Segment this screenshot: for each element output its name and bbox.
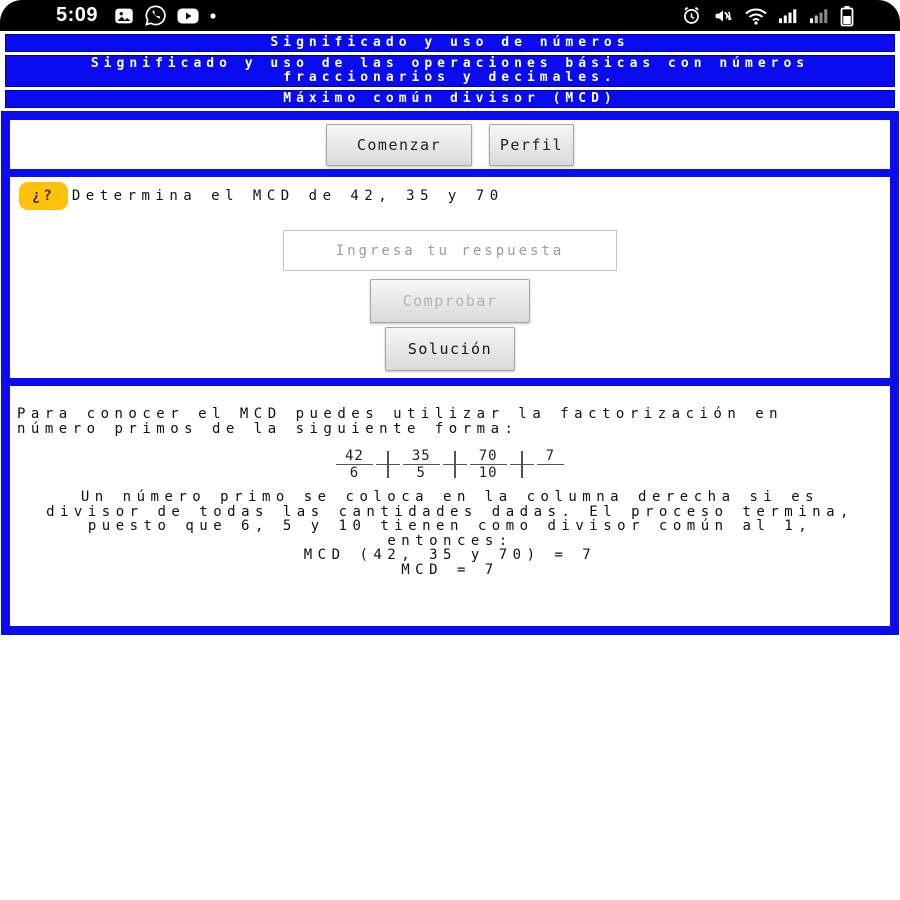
mcd-result-expression: MCD (42, 35 y 70) = 7 xyxy=(303,547,597,563)
volume-muted-icon xyxy=(712,5,734,27)
whatsapp-icon xyxy=(144,4,167,27)
check-button[interactable]: Comprobar xyxy=(370,279,530,323)
question-text: Determina el MCD de 42, 35 y 70 xyxy=(71,188,504,204)
factor-column xyxy=(537,449,564,481)
wifi-icon xyxy=(744,6,768,26)
header-bar-lesson: Máximo común divisor (MCD) xyxy=(5,90,895,108)
signal-icon xyxy=(778,6,799,25)
question-section xyxy=(10,177,890,371)
solution-explanation-line: Un número primo se coloca en la columna derecha si es xyxy=(80,489,820,505)
status-time: 5:09 xyxy=(56,4,99,26)
factor-column xyxy=(403,449,440,481)
battery-icon xyxy=(840,5,854,27)
header-bar-subtopic: Significado y uso de las operaciones básicas con números fraccionarios y decimales. xyxy=(5,55,895,87)
nav-section xyxy=(10,120,890,169)
solution-section xyxy=(10,386,890,626)
table-rule xyxy=(440,449,470,481)
profile-button[interactable]: Perfil xyxy=(489,124,574,166)
factor-column xyxy=(470,449,507,481)
header-bar-topic: Significado y uso de números xyxy=(5,34,895,52)
solution-button[interactable]: Solución xyxy=(385,327,515,371)
factor-dividend: 42 xyxy=(336,449,373,465)
question-mark-badge: ¿? xyxy=(19,182,68,210)
solution-intro-line: Para conocer el MCD puedes utilizar la factorización en xyxy=(17,406,784,422)
notification-dot-icon xyxy=(209,12,217,20)
start-button[interactable]: Comenzar xyxy=(326,124,472,166)
factor-quotient: 5 xyxy=(416,465,426,481)
youtube-icon xyxy=(176,6,200,26)
question-row xyxy=(19,182,890,210)
table-rule xyxy=(373,449,403,481)
solution-intro-line: número primos de la siguiente forma: xyxy=(17,420,519,437)
solution-explanation-line: entonces: xyxy=(387,532,513,549)
section-divider xyxy=(10,378,890,386)
section-divider xyxy=(10,169,890,177)
solution-explanation-line: divisor de todas las cantidades dadas. El proceso termina, xyxy=(46,503,854,520)
factor-dividend: 70 xyxy=(470,449,507,465)
image-icon xyxy=(113,5,135,27)
factor-quotient: 6 xyxy=(349,465,360,481)
mcd-result-value: MCD = 7 xyxy=(401,561,499,578)
answer-input[interactable] xyxy=(283,230,617,271)
factor-quotient: 10 xyxy=(478,465,498,481)
status-bar xyxy=(0,0,900,31)
app-frame xyxy=(1,111,899,635)
alarm-icon xyxy=(681,5,702,26)
factor-column xyxy=(336,449,373,481)
prime-divisor: 7 xyxy=(537,449,564,465)
signal-2-icon xyxy=(809,6,830,25)
factor-dividend: 35 xyxy=(403,449,440,465)
solution-explanation-line: puesto que 6, 5 y 10 tienen como divisor común al 1, xyxy=(87,518,813,534)
table-rule xyxy=(507,449,537,481)
factorization-table xyxy=(10,449,890,481)
